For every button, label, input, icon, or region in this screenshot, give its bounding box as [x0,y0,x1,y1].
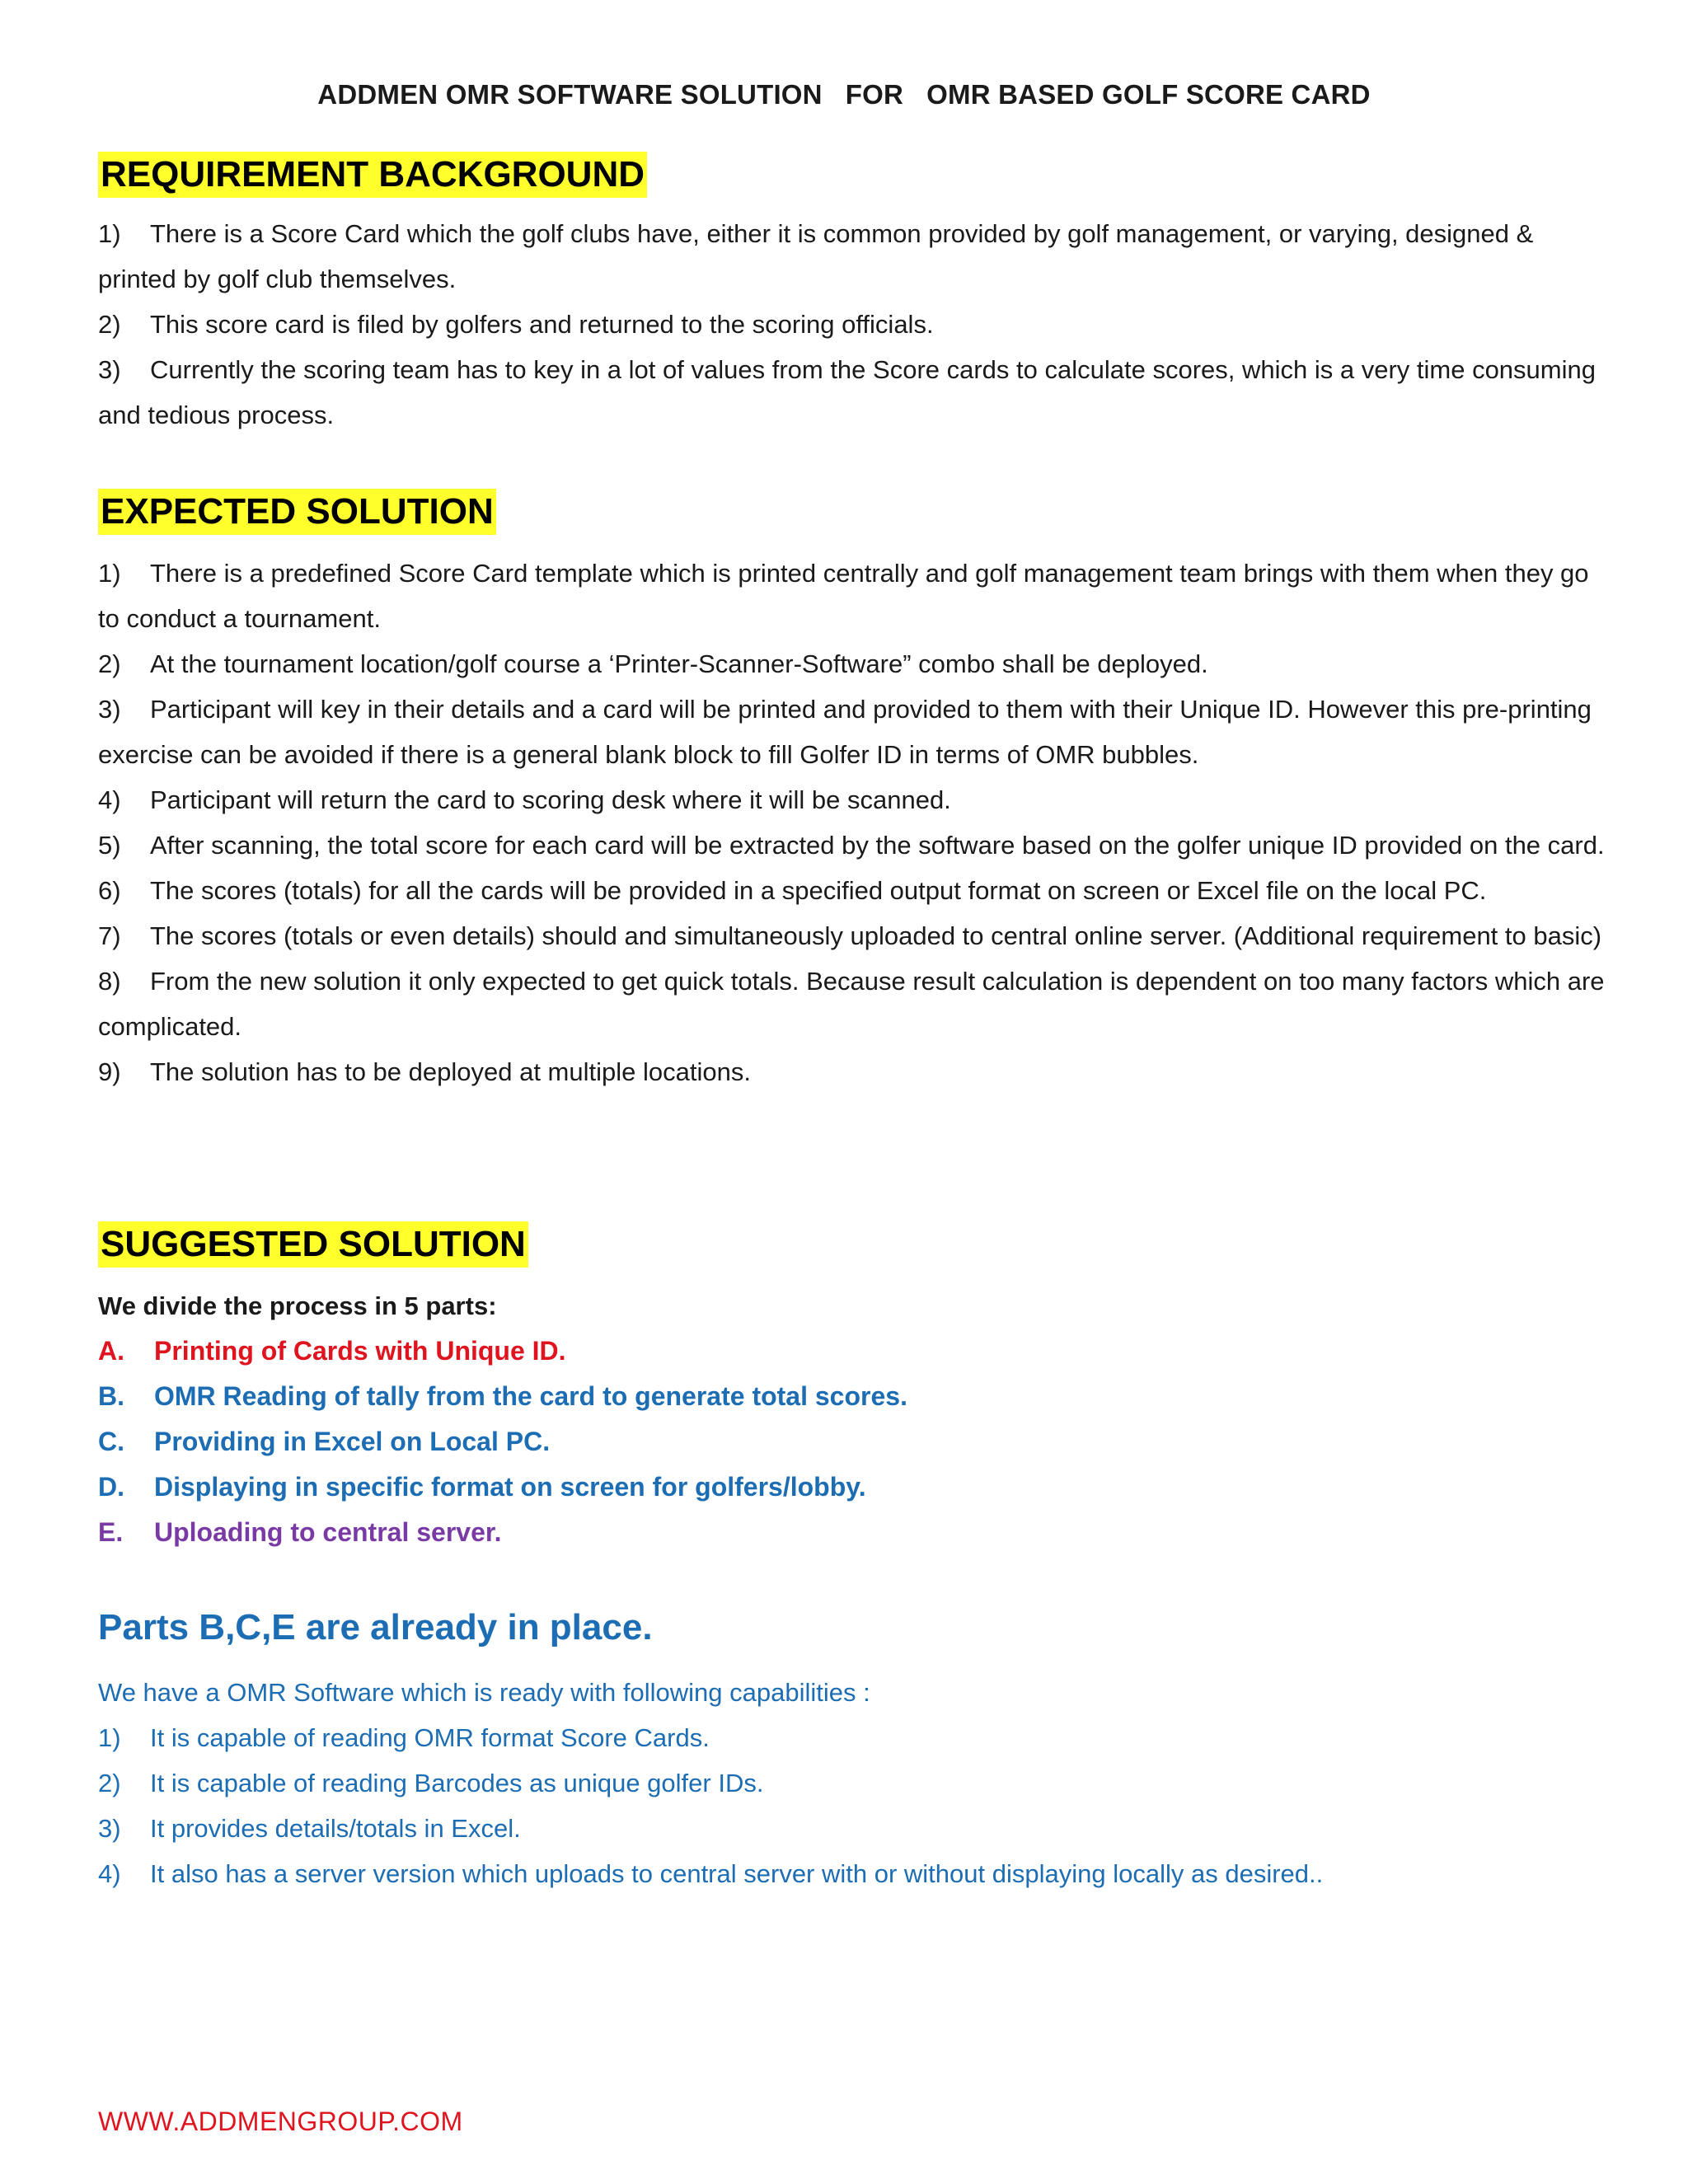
part-d: D. Displaying in specific format on screen for golfers/lobby. [98,1472,866,1502]
in-place-lead: We have a OMR Software which is ready with following capabilities : [98,1678,870,1707]
list-item: 4) It also has a server version which uploads to central server with or without displaying locally as desired.. [98,1859,1324,1888]
requirement-heading: REQUIREMENT BACKGROUND [98,152,647,198]
document-title: ADDMEN OMR SOFTWARE SOLUTION FOR OMR BASED GOLF SCORE CARD [317,79,1371,110]
list-item: 2) At the tournament location/golf course a ‘Printer-Scanner-Software” combo shall be deployed. [98,649,1208,678]
part-b: B. OMR Reading of tally from the card to generate total scores. [98,1381,907,1411]
list-item: 9) The solution has to be deployed at multiple locations. [98,1057,751,1086]
list-item: 8) From the new solution it only expected to get quick totals. Because result calculation is dependent on too many factors which are complicated. [98,967,1605,1041]
capabilities-list [98,1715,1606,1896]
list-item: 1) There is a predefined Score Card template which is printed centrally and golf management team brings with them when they go to conduct a tournament. [98,559,1589,633]
list-item: 3) Currently the scoring team has to key in a lot of values from the Score cards to calculate scores, which is a very time consuming and tedious process. [98,355,1596,429]
list-item: 1) There is a Score Card which the golf clubs have, either it is common provided by golf management, or varying, designed & printed by golf club themselves. [98,219,1534,293]
expected-list [98,551,1606,1094]
expected-heading: EXPECTED SOLUTION [98,489,496,535]
list-item: 4) Participant will return the card to scoring desk where it will be scanned. [98,785,951,814]
list-item: 3) Participant will key in their details and a card will be printed and provided to them with their Unique ID. However this pre-printing exercise can be avoided if there is a general blank block to fill Golfer ID in terms of OMR bubbles. [98,695,1592,769]
part-a: A. Printing of Cards with Unique ID. [98,1336,566,1366]
in-place-heading: Parts B,C,E are already in place. [98,1607,653,1647]
part-c: C. Providing in Excel on Local PC. [98,1427,551,1456]
list-item: 5) After scanning, the total score for each card will be extracted by the software based on the golfer unique ID provided on the card. [98,831,1605,860]
suggested-lead: We divide the process in 5 parts: [98,1291,497,1320]
requirement-list [98,211,1606,438]
list-item: 2) This score card is filed by golfers and returned to the scoring officials. [98,310,934,339]
list-item: 2) It is capable of reading Barcodes as unique golfer IDs. [98,1769,764,1797]
part-e: E. Uploading to central server. [98,1517,502,1547]
list-item: 7) The scores (totals or even details) should and simultaneously uploaded to central online server. (Additional requirement to basic) [98,921,1602,950]
list-item: 1) It is capable of reading OMR format Score Cards. [98,1723,710,1752]
suggested-heading: SUGGESTED SOLUTION [98,1221,528,1268]
list-item: 6) The scores (totals) for all the cards will be provided in a specified output format on screen or Excel file on the local PC. [98,876,1487,905]
footer-website-link[interactable]: WWW.ADDMENGROUP.COM [98,2107,463,2136]
list-item: 3) It provides details/totals in Excel. [98,1814,521,1843]
